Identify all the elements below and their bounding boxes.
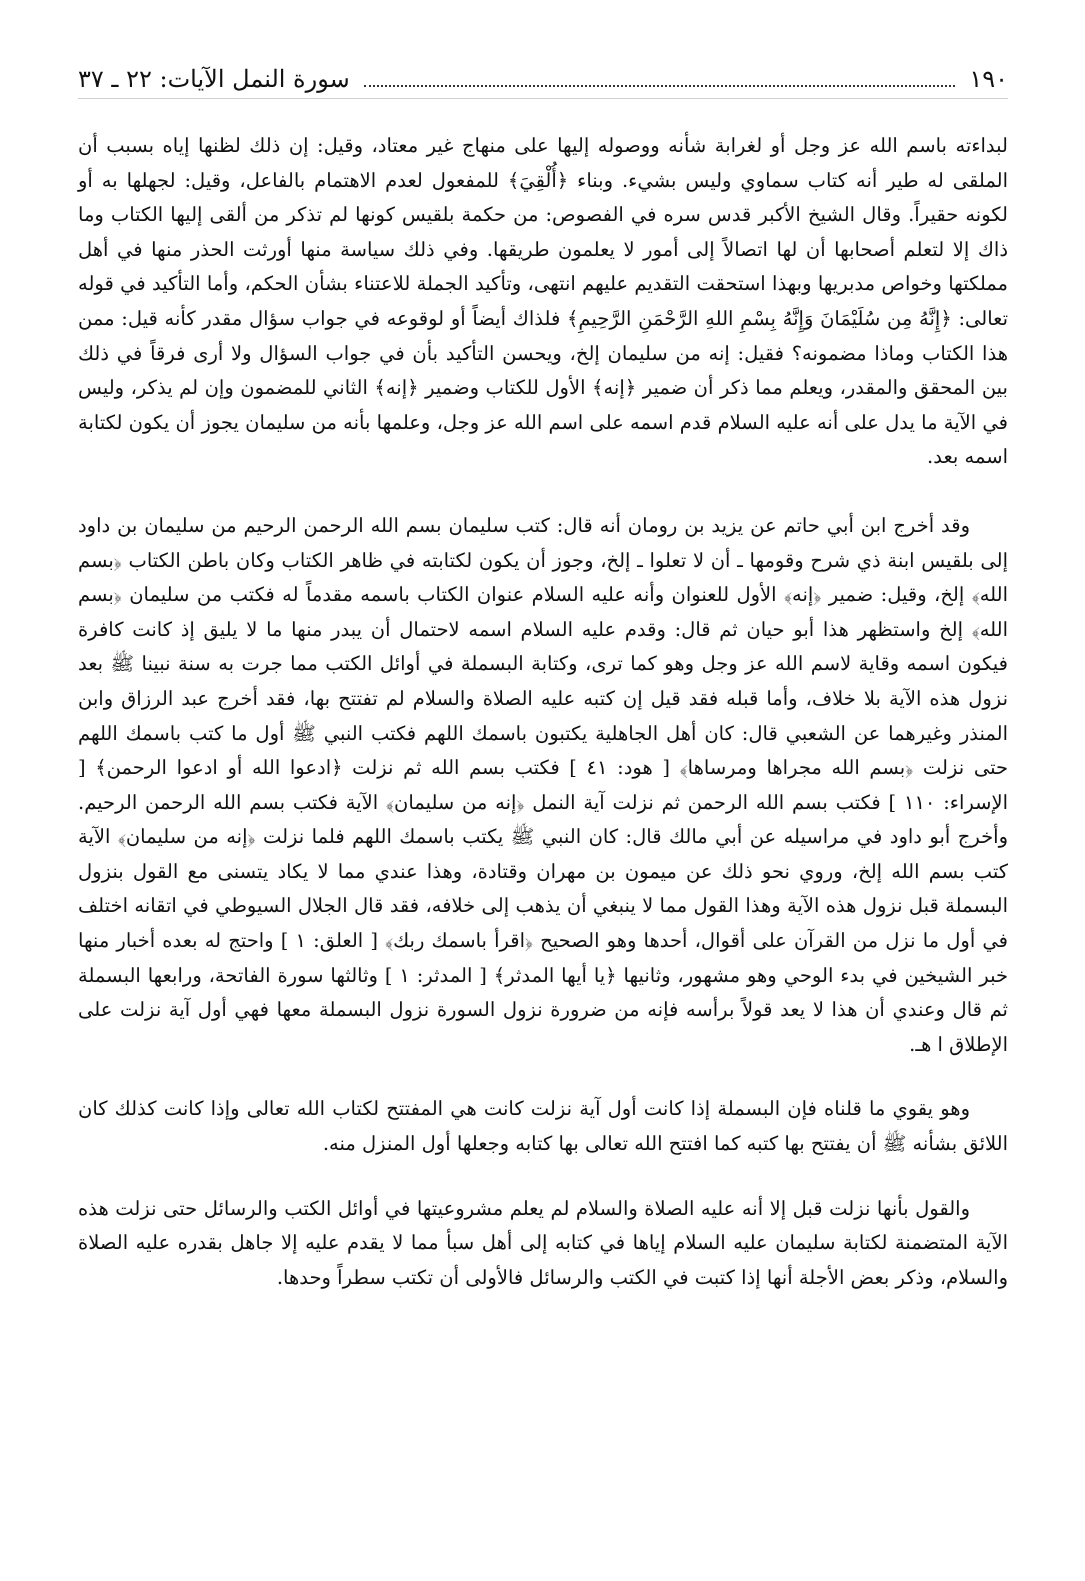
paragraph-1: لبداءته باسم الله عز وجل أو لغرابة شأنه ووصوله إليها على منهاج غير معتاد، وقيل: إن ذلك لظنها إياه بسبب أن الملقى له طير أنه كتاب سماوي وليس بشيء. وبناء ﴿أُلْقِيَ﴾ للمفعول لعدم الاهتمام بالفاعل، وقيل: لجهلها به أو لكونه حقيراً. وقال الشيخ الأكبر قدس سره في الفصوص: من حكمة بلقيس كونها لم تذكر من ألقى إليها الكتاب وما ذاك إلا لتعلم أصحابها أن لها اتصالاً إلى أمور لا يعلمون طريقها. وفي ذلك سياسة منها أورثت الحذر منها في أهل مملكتها وخواص مدبريها وبهذا استحقت التقديم عليهم انتهى، وتأكيد الجملة للاعتناء بشأن الحكم، وأما التأكيد في قوله تعالى: ﴿إِنَّهُ مِن سُلَيْمَانَ وَإِنَّهُ بِسْمِ اللهِ الرَّحْمَنِ الرَّحِيمِ﴾ فلذاك أيضاً أو لوقوعه في جواب سؤال مقدر كأنه قيل: ممن هذا الكتاب وماذا مضمونه؟ فقيل: إنه من سليمان إلخ، ويحسن التأكيد بأن في جواب السؤال ولا أرى فرقاً في ذلك بين المحقق والمقدر، ويعلم مما ذكر أن ضمير ﴿إنه﴾ الأول للكتاب وضمير ﴿إنه﴾ الثاني للمضمون وإن لم يذكر، وليس في الآية ما يدل على أنه عليه السلام قدم اسمه على اسم الله عز وجل، وعلمها بأنه من سليمان يجوز أن يكون لكتابة اسمه بعد. [78,134,1008,469]
paragraph-3: وهو يقوي ما قلناه فإن البسملة إذا كانت أول آية نزلت كانت هي المفتتح لكتاب الله تعالى وإذا كانت كذلك كان اللائق بشأنه ﷺ أن يفتتح بها كتبه كما افتتح الله تعالى بها كتابه وجعلها أول المنزل منه. [78,1097,1008,1156]
book-page [78,60,1008,1295]
running-header [78,60,1008,99]
paragraph-2: وقد أخرج ابن أبي حاتم عن يزيد بن رومان أنه قال: كتب سليمان بسم الله الرحمن الرحيم من سليمان بن داود إلى بلقيس ابنة ذي شرح وقومها ـ أن لا تعلوا ـ إلخ، وجوز أن يكون لكتابته في ظاهر الكتاب وكان باطن الكتاب ﴿بسم الله﴾ إلخ، وقيل: ضمير ﴿إنه﴾ الأول للعنوان وأنه عليه السلام عنوان الكتاب باسمه مقدماً له فكتب من سليمان ﴿بسم الله﴾ إلخ واستظهر هذا أبو حيان ثم قال: وقدم عليه السلام اسمه لاحتمال أن يبدر منها ما لا يليق إذ كانت كافرة فيكون اسمه وقاية لاسم الله عز وجل وهو كما ترى، وكتابة البسملة في أوائل الكتب مما جرت به سنة نبينا ﷺ بعد نزول هذه الآية بلا خلاف، وأما قبله فقد قيل إن كتبه عليه الصلاة والسلام لم تفتتح بها، فقد أخرج عبد الرزاق وابن المنذر وغيرهما عن الشعبي قال: كان أهل الجاهلية يكتبون باسمك اللهم فكتب النبي ﷺ أول ما كتب باسمك اللهم حتى نزلت ﴿بسم الله مجراها ومرساها﴾ [ هود: ٤١ ] فكتب بسم الله ثم نزلت ﴿ادعوا الله أو ادعوا الرحمن﴾ [ الإسراء: ١١٠ ] فكتب بسم الله الرحمن ثم نزلت آية النمل ﴿إنه من سليمان﴾ الآية فكتب بسم الله الرحمن الرحيم. وأخرج أبو داود في مراسيله عن أبي مالك قال: كان النبي ﷺ يكتب باسمك اللهم فلما نزلت ﴿إنه من سليمان﴾ الآية كتب بسم الله إلخ، وروي نحو ذلك عن ميمون بن مهران وقتادة، وهذا عندي مما لا يكاد يتسنى مع القول بنزول البسملة قبل نزول هذه الآية وهذا القول مما لا ينبغي أن يذهب إلى خلافه، فقد قال الجلال السيوطي في اتقانه اختلف في أول ما نزل من القرآن على أقوال، أحدها وهو الصحيح ﴿اقرأ باسمك ربك﴾ [ العلق: ١ ] واحتج له بعده أخبار منها خبر الشيخين في بدء الوحي وهو مشهور، وثانيها ﴿يا أيها المدثر﴾ [ المدثر: ١ ] وثالثها سورة الفاتحة، ورابعها البسملة ثم قال وعندي أن هذا لا يعد قولاً برأسه فإنه من ضرورة نزول السورة نزول البسملة معها فهي أول آية نزلت على الإطلاق ا هـ. [78,513,1009,1056]
paragraph-4: والقول بأنها نزلت قبل إلا أنه عليه الصلاة والسلام لم يعلم مشروعيتها في أوائل الكتب والرسائل حتى نزلت هذه الآية المتضمنة لكتابة سليمان عليه السلام إياها في كتابه إلى أهل سبأ مما لا يقدم عليه إلا جاهل بقدره عليه الصلاة والسلام، وذكر بعض الأجلة أنها إذا كتبت في الكتب والرسائل فالأولى أن تكتب سطراً وحدها. [78,1196,1008,1289]
page-number: ١٩٠ [969,65,1008,93]
leader-dots [364,63,956,87]
surah-range-title: سورة النمل الآيات: ٢٢ ـ ٣٧ [78,65,350,93]
